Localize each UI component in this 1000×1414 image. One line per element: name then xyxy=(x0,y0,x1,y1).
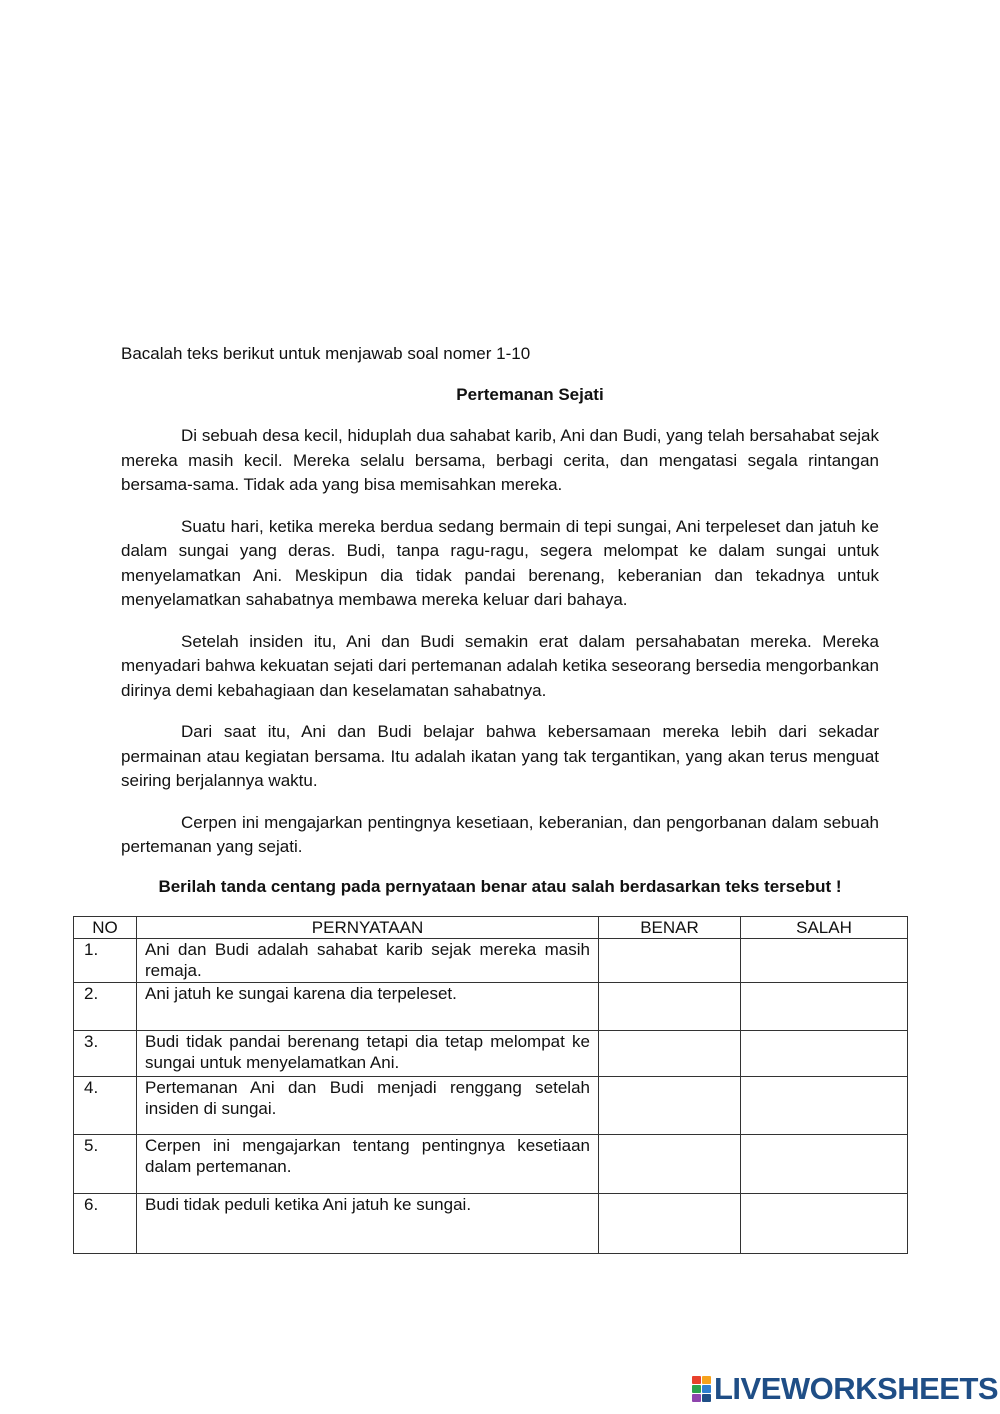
reading-instruction: Bacalah teks berikut untuk menjawab soal nomer 1-10 xyxy=(121,344,531,363)
liveworksheets-logo-icon xyxy=(692,1376,711,1402)
task-instruction: Berilah tanda centang pada pernyataan benar atau salah berdasarkan teks tersebut ! xyxy=(158,877,842,896)
story-title: Pertemanan Sejati xyxy=(456,385,604,404)
table-row xyxy=(74,1194,908,1254)
false-answer-cell[interactable] xyxy=(741,1031,908,1077)
header-true: BENAR xyxy=(599,917,741,939)
false-answer-cell[interactable] xyxy=(741,939,908,983)
story-text xyxy=(121,424,879,877)
row-number: 2. xyxy=(74,983,137,1031)
true-answer-cell[interactable] xyxy=(599,983,741,1031)
row-number: 3. xyxy=(74,1031,137,1077)
true-answer-cell[interactable] xyxy=(599,1194,741,1254)
true-answer-cell[interactable] xyxy=(599,1135,741,1194)
story-paragraph-5: Cerpen ini mengajarkan pentingnya kesetiaan, keberanian, dan pengorbanan dalam sebuah pertemanan yang sejati. xyxy=(121,812,879,856)
table-row xyxy=(74,1077,908,1135)
false-answer-cell[interactable] xyxy=(741,983,908,1031)
table-header-row xyxy=(74,917,908,939)
table-row xyxy=(74,1135,908,1194)
story-paragraph-4: Dari saat itu, Ani dan Budi belajar bahwa kebersamaan mereka lebih dari sekadar permainan atau kegiatan bersama. Itu adalah ikatan yang tak tergantikan, yang akan terus menguat seiring berjalannya waktu. xyxy=(121,722,879,790)
story-paragraph-1: Di sebuah desa kecil, hiduplah dua sahabat karib, Ani dan Budi, yang telah bersahabat sejak mereka masih kecil. Mereka selalu bersama, berbagi cerita, dan mengatasi segala rintangan bersama-sama. Tidak ada yang bisa memisahkan mereka. xyxy=(121,426,879,494)
true-answer-cell[interactable] xyxy=(599,939,741,983)
true-answer-cell[interactable] xyxy=(599,1031,741,1077)
row-statement: Budi tidak peduli ketika Ani jatuh ke sungai. xyxy=(137,1194,599,1254)
story-paragraph-3: Setelah insiden itu, Ani dan Budi semakin erat dalam persahabatan mereka. Mereka menyadari bahwa kekuatan sejati dari pertemanan adalah ketika seseorang bersedia mengorbankan dirinya demi kebahagiaan dan keselamatan sahabatnya. xyxy=(121,631,879,700)
false-answer-cell[interactable] xyxy=(741,1194,908,1254)
row-number: 6. xyxy=(74,1194,137,1254)
row-statement: Pertemanan Ani dan Budi menjadi renggang setelah insiden di sungai. xyxy=(137,1077,599,1135)
row-number: 5. xyxy=(74,1135,137,1194)
row-number: 1. xyxy=(74,939,137,983)
liveworksheets-logo-text: LIVEWORKSHEETS xyxy=(714,1371,999,1406)
true-answer-cell[interactable] xyxy=(599,1077,741,1135)
row-statement: Cerpen ini mengajarkan tentang pentingnya kesetiaan dalam pertemanan. xyxy=(137,1135,599,1194)
row-statement: Budi tidak pandai berenang tetapi dia tetap melompat ke sungai untuk menyelamatkan Ani. xyxy=(137,1031,599,1077)
story-paragraph-2: Suatu hari, ketika mereka berdua sedang bermain di tepi sungai, Ani terpeleset dan jatuh ke dalam sungai yang deras. Budi, tanpa ragu-ragu, segera melompat ke dalam sungai untuk menyelamatkan Ani. Meskipun dia tidak pandai berenang, keberanian dan tekadnya untuk menyelamatkan sahabatnya membawa mereka keluar dari bahaya. xyxy=(121,516,879,609)
row-statement: Ani jatuh ke sungai karena dia terpeleset. xyxy=(137,983,599,1031)
false-answer-cell[interactable] xyxy=(741,1077,908,1135)
table-row xyxy=(74,1031,908,1077)
table-row xyxy=(74,939,908,983)
header-statement: PERNYATAAN xyxy=(137,917,599,939)
false-answer-cell[interactable] xyxy=(741,1135,908,1194)
liveworksheets-logo xyxy=(692,1371,999,1406)
true-false-table xyxy=(73,916,908,1254)
table-row xyxy=(74,983,908,1031)
row-number: 4. xyxy=(74,1077,137,1135)
header-no: NO xyxy=(74,917,137,939)
header-false: SALAH xyxy=(741,917,908,939)
row-statement: Ani dan Budi adalah sahabat karib sejak mereka masih remaja. xyxy=(137,939,599,983)
